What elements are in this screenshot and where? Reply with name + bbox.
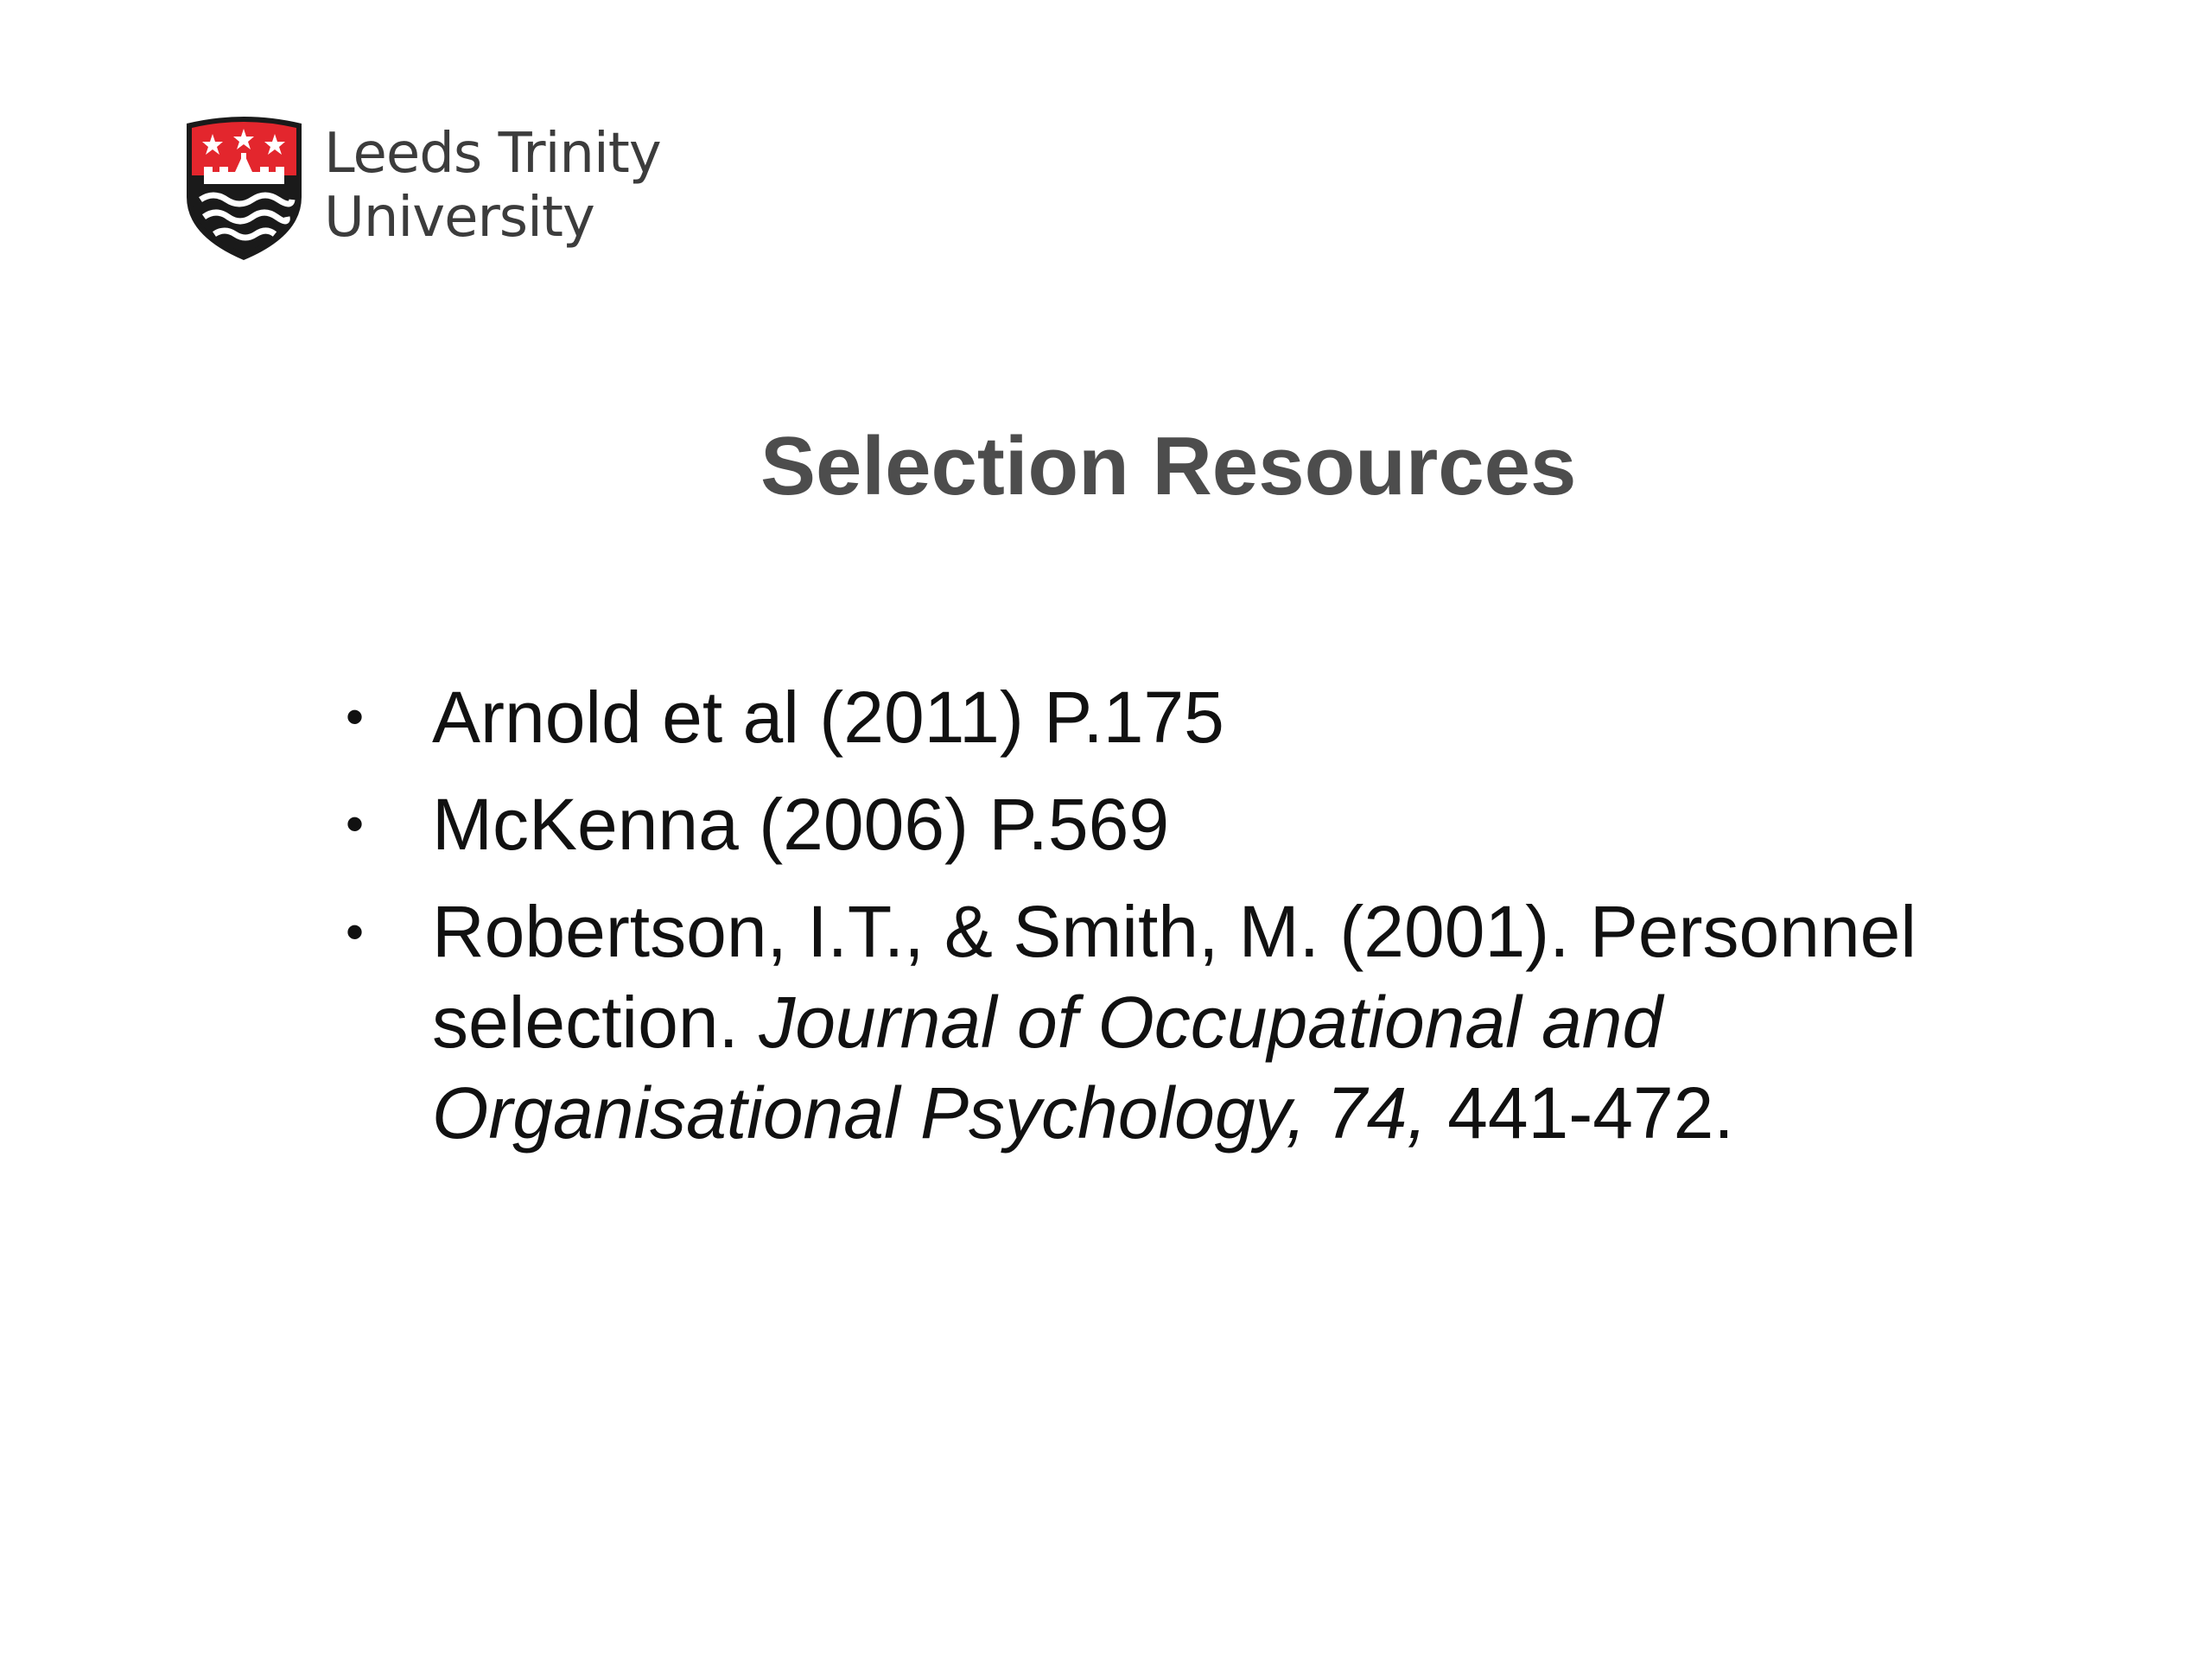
- logo-line-1: Leeds Trinity: [324, 122, 661, 186]
- reference-item: [346, 672, 2056, 762]
- bullet-icon: •: [346, 795, 365, 853]
- logo-wordmark: [324, 122, 661, 250]
- reference-list: [346, 672, 2056, 1176]
- logo-line-2: University: [324, 186, 594, 250]
- reference-item: [346, 887, 2056, 1159]
- bullet-icon: •: [346, 903, 365, 961]
- slide-title: Selection Resources: [760, 420, 1577, 512]
- reference-item: [346, 779, 2056, 869]
- reference-authors: Robertson, I.T., & Smith, M. (2001). Personnel selection.: [432, 891, 1917, 1063]
- crest-icon: [181, 115, 307, 262]
- bullet-icon: •: [346, 688, 365, 746]
- reference-text: McKenna (2006) P.569: [432, 784, 1170, 865]
- university-logo: [181, 115, 665, 266]
- reference-journal: Journal of Occupational and Organisational Psychology, 74,: [432, 982, 1663, 1154]
- reference-pages: 441-472.: [1427, 1072, 1734, 1154]
- reference-text: Arnold et al (2011) P.175: [432, 677, 1224, 758]
